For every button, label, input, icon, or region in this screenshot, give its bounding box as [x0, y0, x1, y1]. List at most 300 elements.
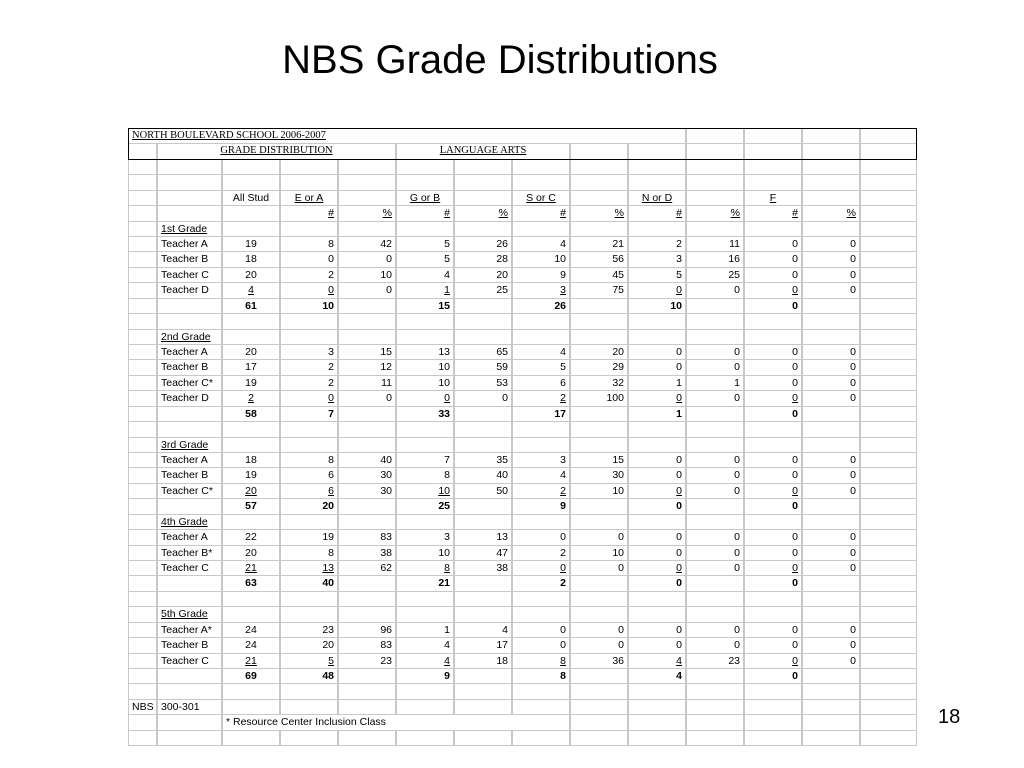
grid-cell[interactable]: [128, 205, 157, 221]
grade-value[interactable]: 0: [338, 390, 396, 406]
grid-cell[interactable]: [570, 514, 628, 530]
grid-cell[interactable]: [128, 375, 157, 391]
grade-value[interactable]: 17: [454, 637, 512, 653]
column-subheader[interactable]: #: [628, 205, 686, 221]
grade-value[interactable]: 0: [744, 467, 802, 483]
grade-value[interactable]: 6: [280, 467, 338, 483]
grade-value[interactable]: 0: [802, 560, 860, 576]
grid-cell[interactable]: [128, 190, 157, 206]
grade-value[interactable]: 0: [744, 344, 802, 360]
grid-cell[interactable]: [860, 637, 917, 653]
grade-value[interactable]: 0: [802, 529, 860, 545]
grade-value[interactable]: 1: [686, 375, 744, 391]
grid-cell[interactable]: [338, 437, 396, 453]
grid-cell[interactable]: [128, 329, 157, 345]
section-total[interactable]: 25: [396, 498, 454, 514]
grade-value[interactable]: 0: [686, 483, 744, 499]
grade-value[interactable]: 13: [280, 560, 338, 576]
grade-value[interactable]: 4: [396, 653, 454, 669]
grid-cell[interactable]: [338, 683, 396, 699]
grid-cell[interactable]: [128, 730, 157, 746]
distribution-title[interactable]: GRADE DISTRIBUTION: [157, 143, 396, 159]
grid-cell[interactable]: [454, 190, 512, 206]
grid-cell[interactable]: [338, 159, 396, 175]
grid-cell[interactable]: [744, 313, 802, 329]
grid-cell[interactable]: [128, 591, 157, 607]
grade-value[interactable]: 2: [280, 375, 338, 391]
grade-value[interactable]: 0: [628, 452, 686, 468]
grid-cell[interactable]: [686, 221, 744, 237]
grade-value[interactable]: 1: [396, 282, 454, 298]
grid-cell[interactable]: [454, 498, 512, 514]
grade-value[interactable]: 4: [512, 467, 570, 483]
grade-value[interactable]: 0: [686, 467, 744, 483]
grid-cell[interactable]: [128, 683, 157, 699]
grid-cell[interactable]: [570, 498, 628, 514]
grid-cell[interactable]: [128, 606, 157, 622]
grid-cell[interactable]: [570, 591, 628, 607]
column-header[interactable]: S or C: [512, 190, 570, 206]
grade-value[interactable]: 83: [338, 637, 396, 653]
grid-cell[interactable]: [128, 467, 157, 483]
grade-value[interactable]: 0: [802, 282, 860, 298]
grade-value[interactable]: 0: [280, 251, 338, 267]
grade-value[interactable]: 0: [744, 390, 802, 406]
grid-cell[interactable]: [570, 730, 628, 746]
grade-value[interactable]: 8: [512, 653, 570, 669]
teacher-name[interactable]: Teacher D: [157, 390, 222, 406]
grade-value[interactable]: 21: [570, 236, 628, 252]
section-total[interactable]: 9: [512, 498, 570, 514]
grid-cell[interactable]: [128, 437, 157, 453]
grid-cell[interactable]: [512, 683, 570, 699]
grid-cell[interactable]: [157, 591, 222, 607]
grid-cell[interactable]: [802, 406, 860, 422]
grade-value[interactable]: 3: [512, 282, 570, 298]
grid-cell[interactable]: [802, 437, 860, 453]
grid-cell[interactable]: [396, 221, 454, 237]
grade-value[interactable]: 2: [512, 483, 570, 499]
grade-value[interactable]: 4: [396, 267, 454, 283]
grade-value[interactable]: 0: [628, 467, 686, 483]
grid-cell[interactable]: [222, 174, 280, 190]
grid-cell[interactable]: [860, 375, 917, 391]
grade-value[interactable]: 8: [396, 467, 454, 483]
grid-cell[interactable]: [744, 143, 802, 159]
grid-cell[interactable]: [454, 421, 512, 437]
grid-cell[interactable]: [128, 159, 157, 175]
grade-value[interactable]: 19: [222, 375, 280, 391]
grid-cell[interactable]: [222, 205, 280, 221]
grade-value[interactable]: 0: [512, 560, 570, 576]
grade-value[interactable]: 5: [280, 653, 338, 669]
grade-value[interactable]: 29: [570, 359, 628, 375]
grid-cell[interactable]: [860, 406, 917, 422]
grid-cell[interactable]: [686, 174, 744, 190]
grid-cell[interactable]: [802, 190, 860, 206]
grid-cell[interactable]: [128, 282, 157, 298]
grid-cell[interactable]: [860, 159, 917, 175]
grade-value[interactable]: 18: [222, 452, 280, 468]
grid-cell[interactable]: [686, 421, 744, 437]
grade-value[interactable]: 0: [512, 529, 570, 545]
grade-value[interactable]: 0: [628, 390, 686, 406]
grade-label[interactable]: 4th Grade: [157, 514, 222, 530]
grid-cell[interactable]: [454, 174, 512, 190]
grade-value[interactable]: 0: [802, 344, 860, 360]
column-subheader[interactable]: #: [744, 205, 802, 221]
grid-cell[interactable]: [338, 174, 396, 190]
grid-cell[interactable]: [128, 668, 157, 684]
grade-value[interactable]: 10: [396, 359, 454, 375]
grid-cell[interactable]: [157, 668, 222, 684]
section-total[interactable]: 21: [396, 575, 454, 591]
grade-value[interactable]: 3: [512, 452, 570, 468]
grid-cell[interactable]: [396, 606, 454, 622]
grid-cell[interactable]: [860, 190, 917, 206]
grid-cell[interactable]: [570, 437, 628, 453]
grid-cell[interactable]: [128, 344, 157, 360]
grade-value[interactable]: 0: [744, 483, 802, 499]
grid-cell[interactable]: [280, 683, 338, 699]
grid-cell[interactable]: [338, 699, 396, 715]
grid-cell[interactable]: [454, 298, 512, 314]
grade-value[interactable]: 19: [222, 236, 280, 252]
grid-cell[interactable]: [454, 406, 512, 422]
teacher-name[interactable]: Teacher C: [157, 653, 222, 669]
grid-cell[interactable]: [628, 606, 686, 622]
grade-value[interactable]: 0: [512, 622, 570, 638]
grade-value[interactable]: 65: [454, 344, 512, 360]
grade-label[interactable]: 2nd Grade: [157, 329, 222, 345]
grid-cell[interactable]: [280, 730, 338, 746]
grade-value[interactable]: 0: [570, 560, 628, 576]
grid-cell[interactable]: [454, 514, 512, 530]
grid-cell[interactable]: [686, 514, 744, 530]
grade-value[interactable]: 5: [512, 359, 570, 375]
grid-cell[interactable]: [280, 606, 338, 622]
grid-cell[interactable]: [157, 313, 222, 329]
grade-value[interactable]: 13: [396, 344, 454, 360]
grade-value[interactable]: 59: [454, 359, 512, 375]
school-title[interactable]: NORTH BOULEVARD SCHOOL 2006-2007: [128, 128, 686, 144]
grid-cell[interactable]: [280, 514, 338, 530]
grid-cell[interactable]: [454, 591, 512, 607]
grade-value[interactable]: 10: [396, 545, 454, 561]
grid-cell[interactable]: [338, 421, 396, 437]
grid-cell[interactable]: [802, 143, 860, 159]
grade-value[interactable]: 0: [802, 236, 860, 252]
grid-cell[interactable]: [280, 699, 338, 715]
grid-cell[interactable]: [628, 159, 686, 175]
grade-value[interactable]: 20: [222, 344, 280, 360]
grade-value[interactable]: 47: [454, 545, 512, 561]
grid-cell[interactable]: [628, 174, 686, 190]
grade-value[interactable]: 0: [280, 282, 338, 298]
grade-value[interactable]: 4: [512, 344, 570, 360]
grade-value[interactable]: 0: [744, 267, 802, 283]
section-total[interactable]: 17: [512, 406, 570, 422]
grade-value[interactable]: 30: [570, 467, 628, 483]
grid-cell[interactable]: [860, 221, 917, 237]
grid-cell[interactable]: [628, 714, 686, 730]
grid-cell[interactable]: [860, 390, 917, 406]
grid-cell[interactable]: [686, 575, 744, 591]
column-subheader[interactable]: %: [802, 205, 860, 221]
grid-cell[interactable]: [338, 730, 396, 746]
grade-value[interactable]: 0: [744, 529, 802, 545]
section-total[interactable]: 63: [222, 575, 280, 591]
grid-cell[interactable]: [860, 174, 917, 190]
grade-value[interactable]: 0: [744, 251, 802, 267]
grid-cell[interactable]: [157, 406, 222, 422]
grid-cell[interactable]: [860, 344, 917, 360]
grade-value[interactable]: 0: [686, 560, 744, 576]
grade-value[interactable]: 30: [338, 483, 396, 499]
teacher-name[interactable]: Teacher B: [157, 251, 222, 267]
grid-cell[interactable]: [454, 699, 512, 715]
grade-value[interactable]: 26: [454, 236, 512, 252]
grid-cell[interactable]: [860, 575, 917, 591]
grid-cell[interactable]: [128, 498, 157, 514]
grid-cell[interactable]: [570, 668, 628, 684]
grid-cell[interactable]: [128, 483, 157, 499]
grid-cell[interactable]: [802, 514, 860, 530]
grid-cell[interactable]: [128, 637, 157, 653]
grid-cell[interactable]: [512, 159, 570, 175]
grade-value[interactable]: 0: [686, 390, 744, 406]
grade-value[interactable]: 20: [454, 267, 512, 283]
grade-value[interactable]: 45: [570, 267, 628, 283]
grid-cell[interactable]: [628, 313, 686, 329]
grade-value[interactable]: 0: [628, 529, 686, 545]
grid-cell[interactable]: [128, 359, 157, 375]
grade-value[interactable]: 10: [396, 375, 454, 391]
grid-cell[interactable]: [222, 606, 280, 622]
footer-code[interactable]: 300-301: [157, 699, 222, 715]
grid-cell[interactable]: [744, 159, 802, 175]
teacher-name[interactable]: Teacher B: [157, 637, 222, 653]
grade-value[interactable]: 62: [338, 560, 396, 576]
grid-cell[interactable]: [802, 128, 860, 144]
footer-nbs[interactable]: NBS: [128, 699, 157, 715]
grid-cell[interactable]: [860, 668, 917, 684]
grid-cell[interactable]: [628, 699, 686, 715]
column-header[interactable]: All Stud: [222, 190, 280, 206]
section-total[interactable]: 10: [280, 298, 338, 314]
grid-cell[interactable]: [802, 714, 860, 730]
grid-cell[interactable]: [454, 159, 512, 175]
grid-cell[interactable]: [128, 313, 157, 329]
grid-cell[interactable]: [128, 174, 157, 190]
grade-value[interactable]: 2: [628, 236, 686, 252]
grid-cell[interactable]: [802, 668, 860, 684]
grid-cell[interactable]: [128, 221, 157, 237]
grid-cell[interactable]: [280, 221, 338, 237]
grid-cell[interactable]: [128, 545, 157, 561]
grid-cell[interactable]: [570, 699, 628, 715]
grid-cell[interactable]: [570, 421, 628, 437]
grid-cell[interactable]: [570, 606, 628, 622]
grid-cell[interactable]: [128, 452, 157, 468]
grid-cell[interactable]: [396, 159, 454, 175]
grid-cell[interactable]: [802, 606, 860, 622]
grade-value[interactable]: 30: [338, 467, 396, 483]
grade-value[interactable]: 19: [222, 467, 280, 483]
grid-cell[interactable]: [744, 714, 802, 730]
grade-value[interactable]: 4: [512, 236, 570, 252]
grid-cell[interactable]: [512, 730, 570, 746]
grade-value[interactable]: 0: [802, 452, 860, 468]
grade-value[interactable]: 6: [512, 375, 570, 391]
grid-cell[interactable]: [128, 251, 157, 267]
grid-cell[interactable]: [396, 329, 454, 345]
grade-value[interactable]: 5: [628, 267, 686, 283]
grid-cell[interactable]: [744, 514, 802, 530]
grade-value[interactable]: 0: [628, 622, 686, 638]
grade-value[interactable]: 0: [570, 622, 628, 638]
grade-value[interactable]: 0: [686, 452, 744, 468]
grade-value[interactable]: 0: [628, 560, 686, 576]
grade-value[interactable]: 0: [686, 637, 744, 653]
grid-cell[interactable]: [280, 313, 338, 329]
grade-value[interactable]: 10: [570, 483, 628, 499]
grid-cell[interactable]: [860, 591, 917, 607]
grid-cell[interactable]: [222, 221, 280, 237]
column-subheader[interactable]: %: [454, 205, 512, 221]
grid-cell[interactable]: [454, 730, 512, 746]
grade-value[interactable]: 2: [222, 390, 280, 406]
grid-cell[interactable]: [686, 190, 744, 206]
grid-cell[interactable]: [686, 591, 744, 607]
grid-cell[interactable]: [570, 406, 628, 422]
grid-cell[interactable]: [628, 730, 686, 746]
grid-cell[interactable]: [396, 591, 454, 607]
grid-cell[interactable]: [128, 560, 157, 576]
grid-cell[interactable]: [222, 514, 280, 530]
grid-cell[interactable]: [222, 313, 280, 329]
column-header[interactable]: F: [744, 190, 802, 206]
grade-value[interactable]: 15: [338, 344, 396, 360]
grade-value[interactable]: 0: [744, 637, 802, 653]
grid-cell[interactable]: [744, 329, 802, 345]
grid-cell[interactable]: [686, 730, 744, 746]
grid-cell[interactable]: [338, 313, 396, 329]
grade-value[interactable]: 0: [744, 560, 802, 576]
grid-cell[interactable]: [512, 437, 570, 453]
grade-value[interactable]: 2: [280, 359, 338, 375]
grade-value[interactable]: 20: [570, 344, 628, 360]
grid-cell[interactable]: [512, 313, 570, 329]
grade-value[interactable]: 0: [338, 251, 396, 267]
grid-cell[interactable]: [860, 529, 917, 545]
grade-value[interactable]: 4: [628, 653, 686, 669]
grade-value[interactable]: 36: [570, 653, 628, 669]
grid-cell[interactable]: [454, 668, 512, 684]
teacher-name[interactable]: Teacher B: [157, 359, 222, 375]
grid-cell[interactable]: [570, 221, 628, 237]
grade-value[interactable]: 6: [280, 483, 338, 499]
grid-cell[interactable]: [744, 699, 802, 715]
grade-value[interactable]: 1: [628, 375, 686, 391]
grid-cell[interactable]: [222, 329, 280, 345]
grade-value[interactable]: 0: [686, 359, 744, 375]
grade-value[interactable]: 42: [338, 236, 396, 252]
grid-cell[interactable]: [860, 313, 917, 329]
grid-cell[interactable]: [280, 159, 338, 175]
grid-cell[interactable]: [802, 174, 860, 190]
grid-cell[interactable]: [802, 575, 860, 591]
grid-cell[interactable]: [686, 683, 744, 699]
grid-cell[interactable]: [396, 437, 454, 453]
grade-value[interactable]: 25: [454, 282, 512, 298]
section-total[interactable]: 8: [512, 668, 570, 684]
section-total[interactable]: 48: [280, 668, 338, 684]
grade-value[interactable]: 0: [686, 545, 744, 561]
grid-cell[interactable]: [157, 190, 222, 206]
grade-value[interactable]: 17: [222, 359, 280, 375]
grade-value[interactable]: 0: [802, 483, 860, 499]
grid-cell[interactable]: [338, 514, 396, 530]
column-subheader[interactable]: #: [512, 205, 570, 221]
grid-cell[interactable]: [454, 437, 512, 453]
grid-cell[interactable]: [128, 236, 157, 252]
section-total[interactable]: 0: [744, 406, 802, 422]
grid-cell[interactable]: [628, 329, 686, 345]
grid-cell[interactable]: [222, 421, 280, 437]
grade-value[interactable]: 0: [744, 236, 802, 252]
teacher-name[interactable]: Teacher B: [157, 467, 222, 483]
grid-cell[interactable]: [686, 606, 744, 622]
grid-cell[interactable]: [860, 653, 917, 669]
teacher-name[interactable]: Teacher C*: [157, 483, 222, 499]
section-total[interactable]: 58: [222, 406, 280, 422]
grid-cell[interactable]: [802, 298, 860, 314]
grade-label[interactable]: 5th Grade: [157, 606, 222, 622]
grid-cell[interactable]: [802, 421, 860, 437]
grid-cell[interactable]: [222, 699, 280, 715]
section-total[interactable]: 2: [512, 575, 570, 591]
grid-cell[interactable]: [686, 128, 744, 144]
grade-value[interactable]: 2: [512, 545, 570, 561]
column-subheader[interactable]: %: [686, 205, 744, 221]
grade-value[interactable]: 20: [222, 267, 280, 283]
grid-cell[interactable]: [686, 668, 744, 684]
grade-value[interactable]: 20: [222, 545, 280, 561]
grade-value[interactable]: 0: [628, 359, 686, 375]
grade-value[interactable]: 10: [570, 545, 628, 561]
teacher-name[interactable]: Teacher C: [157, 267, 222, 283]
teacher-name[interactable]: Teacher C: [157, 560, 222, 576]
grid-cell[interactable]: [802, 313, 860, 329]
grid-cell[interactable]: [860, 267, 917, 283]
grid-cell[interactable]: [570, 159, 628, 175]
grid-cell[interactable]: [280, 421, 338, 437]
grade-value[interactable]: 21: [222, 653, 280, 669]
grid-cell[interactable]: [744, 174, 802, 190]
grid-cell[interactable]: [860, 128, 917, 144]
grade-value[interactable]: 0: [744, 452, 802, 468]
grid-cell[interactable]: [396, 174, 454, 190]
grid-cell[interactable]: [570, 714, 628, 730]
grade-value[interactable]: 5: [396, 236, 454, 252]
grid-cell[interactable]: [860, 236, 917, 252]
grade-value[interactable]: 13: [454, 529, 512, 545]
grid-cell[interactable]: [454, 221, 512, 237]
grade-value[interactable]: 96: [338, 622, 396, 638]
grid-cell[interactable]: [338, 221, 396, 237]
grade-value[interactable]: 0: [802, 622, 860, 638]
